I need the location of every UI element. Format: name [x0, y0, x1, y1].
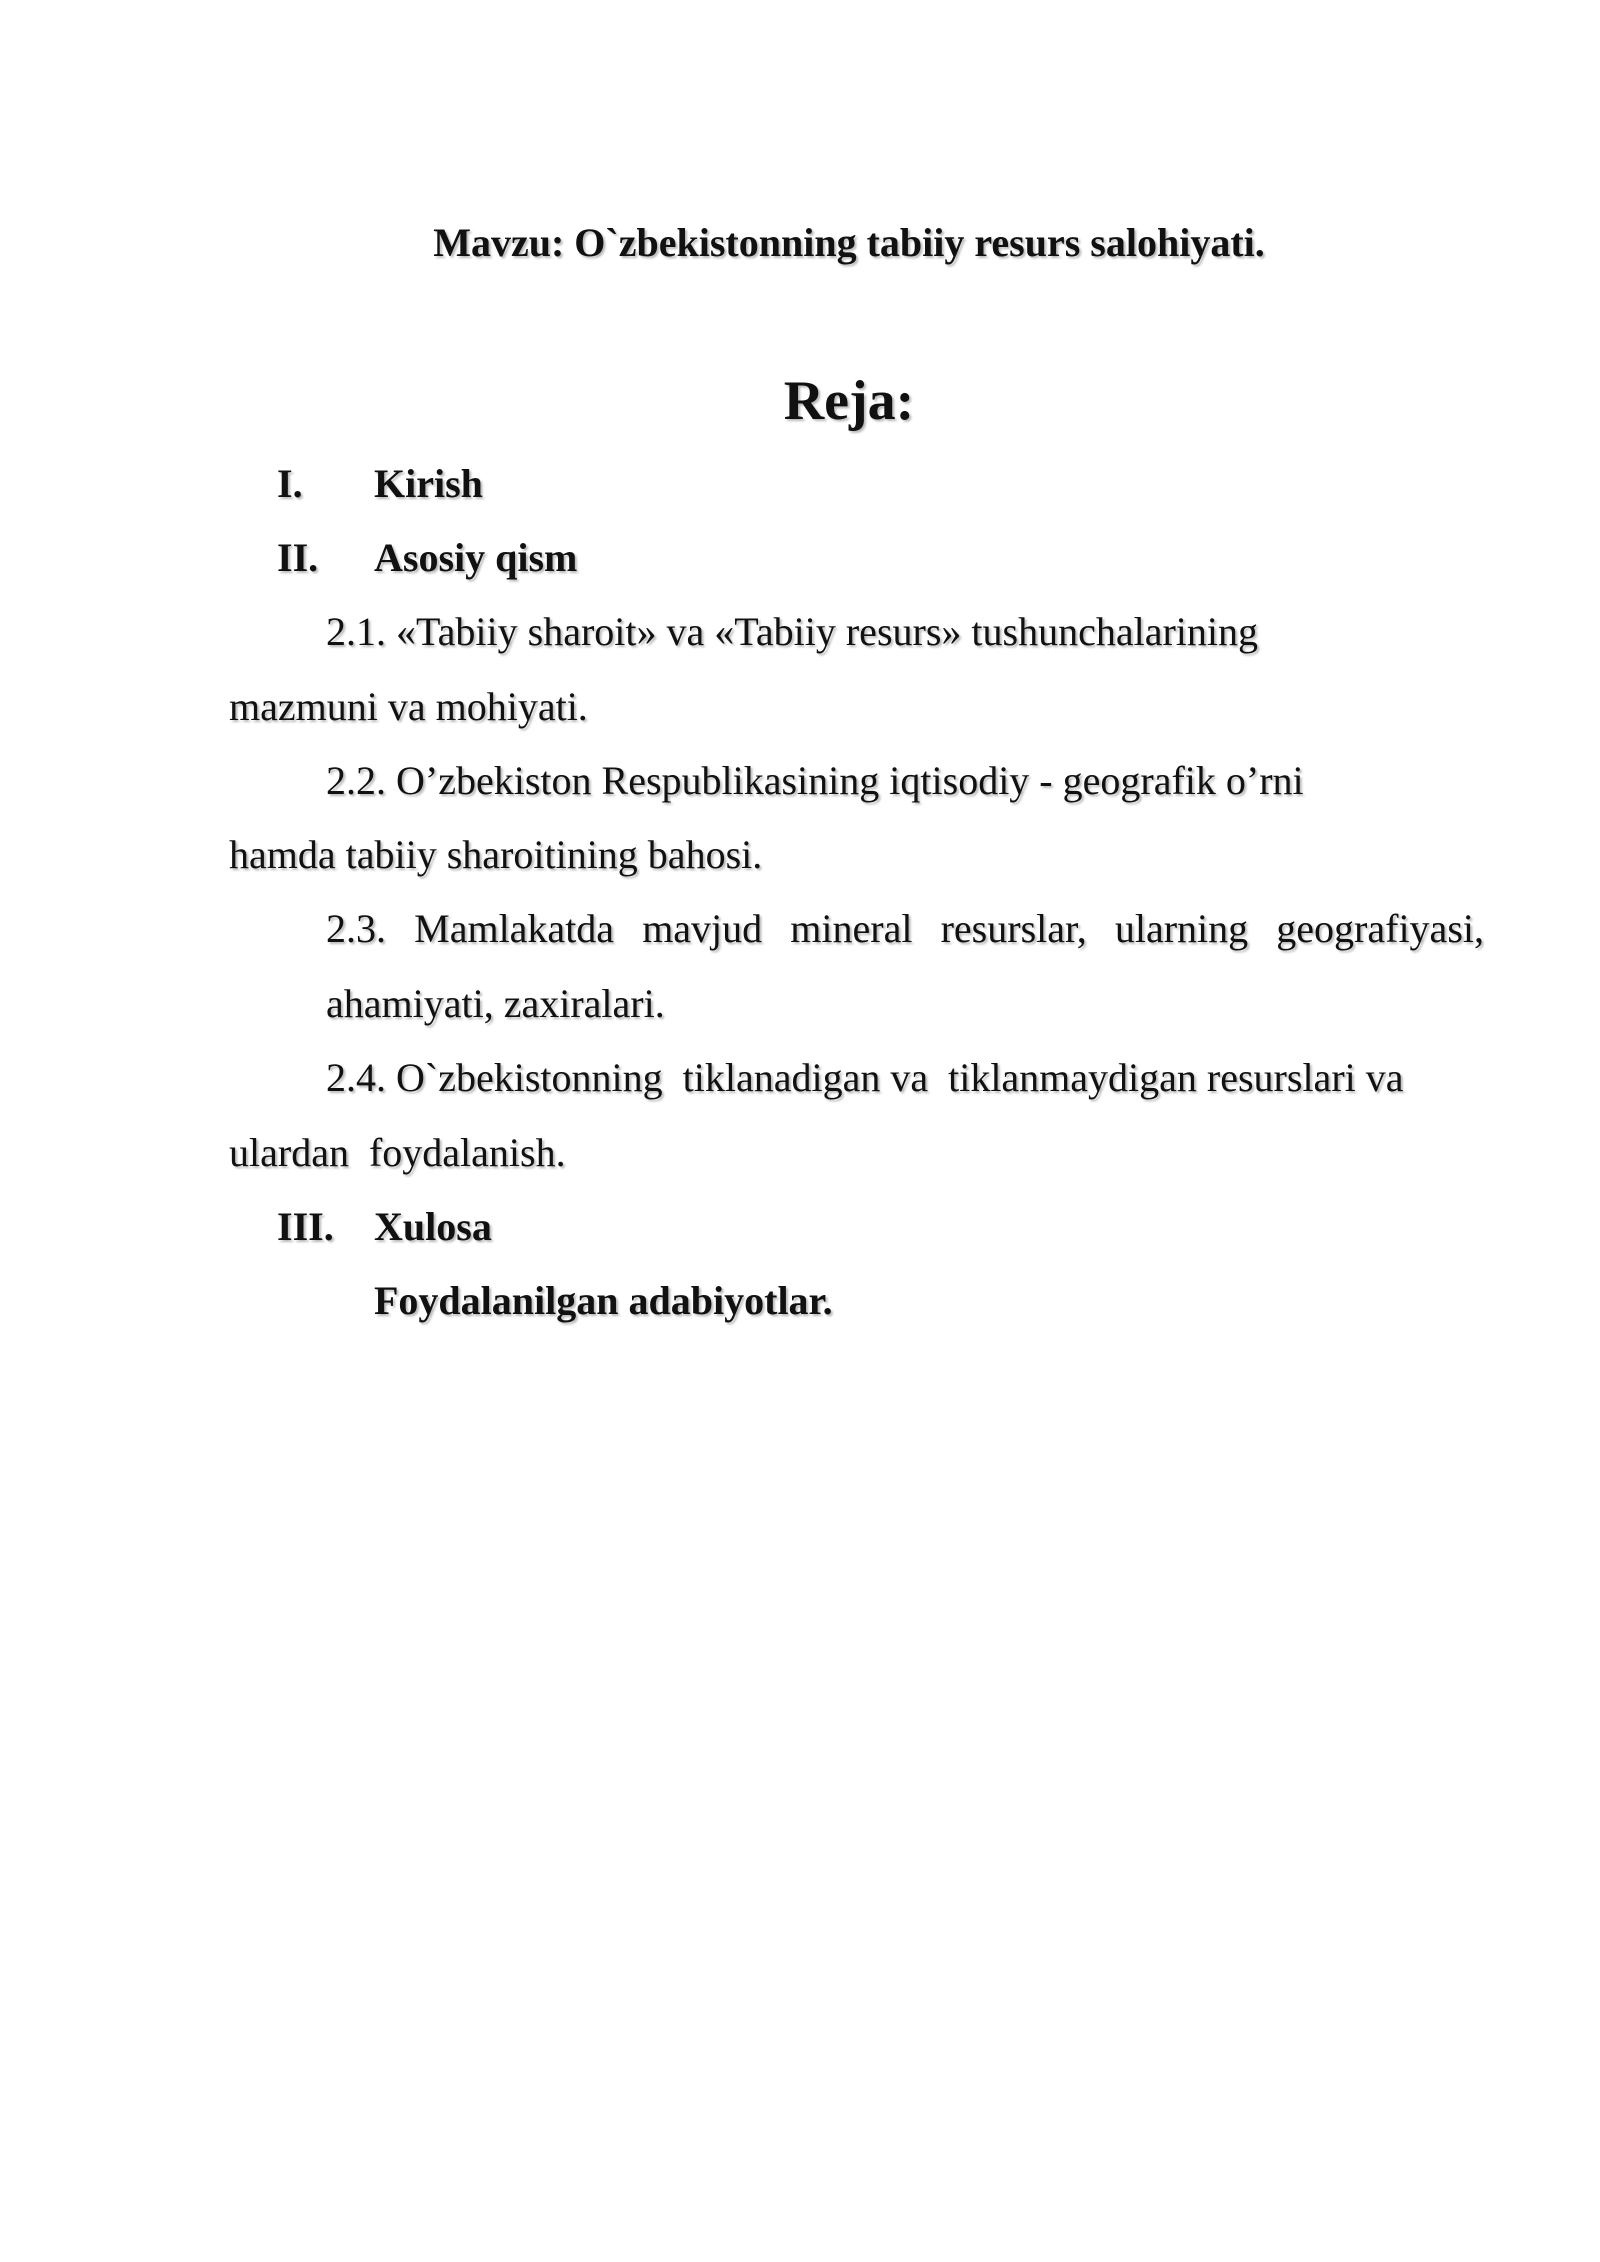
section-numeral-1: I. — [277, 461, 303, 506]
subitem-2-1-line2: mazmuni va mohiyati. — [229, 684, 588, 729]
section-label-1: Kirish — [374, 461, 483, 506]
section-numeral-3: III. — [277, 1204, 334, 1249]
subitem-2-2-line1: 2.2. O’zbekiston Respublikasining iqtisodiy - geografik o’rni — [326, 758, 1304, 803]
section-label-2: Asosiy qism — [374, 535, 578, 580]
document-title: Mavzu: O`zbekistonning tabiiy resurs salohiyati. — [433, 220, 1265, 265]
subitem-2-4-line1: 2.4. O`zbekistonning tiklanadigan va tiklanmaydigan resurslari va — [326, 1055, 1404, 1100]
subitem-2-3-line1: 2.3. Mamlakatda mavjud mineral resurslar, ularning geografiyasi, — [326, 906, 1484, 951]
section-numeral-2: II. — [277, 535, 319, 580]
subitem-2-4-line2: ulardan foydalanish. — [229, 1130, 566, 1175]
section-label-3: Xulosa — [374, 1204, 492, 1249]
subitem-2-1-line1: 2.1. «Tabiiy sharoit» va «Tabiiy resurs» tushunchalarining — [326, 609, 1258, 654]
plan-heading: Reja: — [783, 370, 915, 432]
subitem-2-2-line2: hamda tabiiy sharoitining bahosi. — [229, 832, 763, 877]
subitem-2-3-line2: ahamiyati, zaxiralari. — [326, 981, 665, 1026]
references-heading: Foydalanilgan adabiyotlar. — [374, 1278, 833, 1323]
